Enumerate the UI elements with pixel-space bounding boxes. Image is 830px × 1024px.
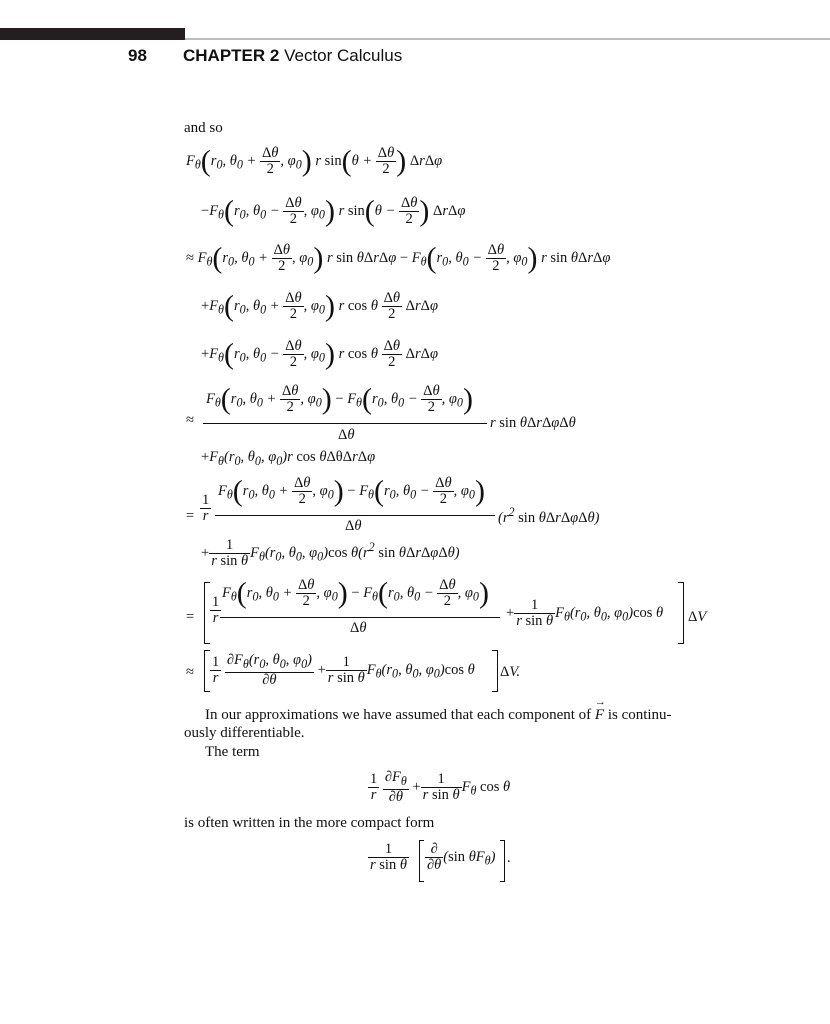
equation-line-8-tail: ($r^2$ sin θΔrΔφΔθ) (498, 505, 600, 526)
fraction-bar-6 (203, 423, 487, 424)
paragraph-3: is often written in the more compact form (184, 815, 435, 831)
equals-sign-8: = (186, 508, 195, 524)
right-bracket-11 (492, 650, 498, 692)
chapter-title: Vector Calculus (284, 46, 403, 65)
equation-line-7: $+F_\theta(r_0$, $\theta_0$, $\varphi_0)r$ cos θΔθΔrΔφ (201, 449, 376, 468)
equation-line-6-numerator: $F_\theta(r_0$, $\theta_0$ + $\frac{\Delta\theta}{2}$ , $\varphi_0) - F_\theta(r_0$, $\theta_0$ − $\frac{\Delta\theta}{2}$ , $\varphi_0$) (206, 382, 473, 416)
one-over-r-10: $\frac{1}{r}$ (212, 594, 220, 626)
equation-line-3: ≈ $F_\theta(r_0$, $\theta_0$ + $\frac{\Delta\theta}{2}$ , $\varphi_0$) r $\sin \theta\Delta r\Delta\varphi - F_\theta(r_0$, $\theta_0$ − $\frac{\Delta\theta}{2}$ , $\varphi_0$) r sin θΔrΔφ (186, 241, 611, 275)
equation-term: $\frac{1}{r}$ $\frac{\partial F_\theta}{\partial\theta}$ + $\frac{1}{\text{r sin θ}}$ $F_\theta$ cos θ (370, 769, 511, 805)
equation-line-10-numerator: $F_\theta(r_0$, $\theta_0$ + $\frac{\Delta\theta}{2}$ , $\varphi_0) - F_\theta(r_0$, $\theta_0$ − $\frac{\Delta\theta}{2}$ , $\varphi_0$) (222, 576, 489, 610)
chapter-label: CHAPTER 2 (183, 46, 280, 65)
equation-line-9: + $\frac{1}{\text{r sin θ}}$ $F_\theta(r_0$, $\theta_0$, $\varphi_0)\cos$ $\theta(r^2$ sin θΔrΔφΔθ) (201, 537, 460, 569)
right-bracket-10 (678, 582, 684, 644)
equation-line-4: $+F_\theta(r_0$, $\theta_0$ + $\frac{\Delta\theta}{2}$ , $\varphi_0$) r cos θ $\frac{\Delta\theta}{2}$ ΔrΔφ (201, 289, 438, 323)
equation-line-1: $F_\theta(r_0$, $\theta_0$ + $\frac{\Delta\theta}{2}$ , $\varphi_0$) r sin(θ + $\frac{\Delta\theta}{2}$ ) ΔrΔφ (186, 144, 443, 178)
paragraph-2: The term (205, 744, 260, 760)
left-bracket-13 (419, 840, 424, 882)
equation-line-10-tail: + $\frac{1}{\text{r sin θ}}$ $F_\theta(r_0$, $\theta_0$, $\varphi_0)\cos$ θ (506, 597, 664, 629)
intro-text: and so (184, 120, 223, 136)
vector-f: F → (594, 696, 606, 723)
delta-v-11: ΔV. (500, 664, 520, 680)
fraction-bar-8 (215, 515, 495, 516)
equation-compact-inner: $\frac{\partial}{\partial\theta}$ (sin $\theta F_\theta$) (427, 841, 496, 873)
equation-compact: $\frac{1}{\text{r sin θ}}$ (370, 841, 407, 873)
equation-line-11: $\frac{1}{r}$ $\frac{\partial F_\theta(r_0, \theta_0, \varphi_0)}{\partial\theta}$ + $\frac{1}{\text{r sin θ}}$ $F_\theta(r_0$, $\theta_0$, $\varphi_0)\cos$ θ (212, 652, 475, 688)
equation-line-5: $+F_\theta(r_0$, $\theta_0$ − $\frac{\Delta\theta}{2}$ , $\varphi_0$) r cos θ $\frac{\Delta\theta}{2}$ ΔrΔφ (201, 337, 438, 371)
approx-sign-6: ≈ (186, 412, 194, 428)
equation-line-8-denominator: Δθ (345, 518, 362, 534)
equation-line-8-numerator: $F_\theta(r_0$, $\theta_0$ + $\frac{\Delta\theta}{2}$ , $\varphi_0) - F_\theta(r_0$, $\theta_0$ − $\frac{\Delta\theta}{2}$ , $\varphi_0$) (218, 474, 485, 508)
vector-arrow-icon: → (594, 696, 606, 708)
equation-line-6-denominator: Δθ (338, 427, 355, 443)
one-over-r-8: $\frac{1}{r}$ (202, 492, 210, 524)
right-bracket-13 (500, 840, 505, 882)
chapter-heading (183, 46, 402, 66)
page-number: 98 (128, 46, 147, 65)
header-rule (185, 38, 830, 40)
fraction-bar-10 (220, 617, 500, 618)
equation-line-6-tail: r sin θΔrΔφΔθ (490, 415, 576, 431)
paragraph-1-text: In our approximations we have assumed that each component of F → is continu- (205, 696, 672, 723)
equals-sign-10: = (186, 609, 195, 625)
delta-v-10: ΔV (688, 609, 707, 625)
equation-line-2: $-F_\theta(r_0$, $\theta_0$ − $\frac{\Delta\theta}{2}$ , $\varphi_0$) r sin(θ − $\frac{\Delta\theta}{2}$ ) ΔrΔφ (201, 194, 466, 228)
paragraph-1-continued: ously differentiable. (184, 725, 305, 741)
paragraph-1 (205, 696, 672, 724)
period-13: . (507, 850, 511, 866)
header-bar (0, 28, 185, 40)
approx-sign-11: ≈ (186, 664, 194, 680)
equation-line-10-denominator: Δθ (350, 620, 367, 636)
